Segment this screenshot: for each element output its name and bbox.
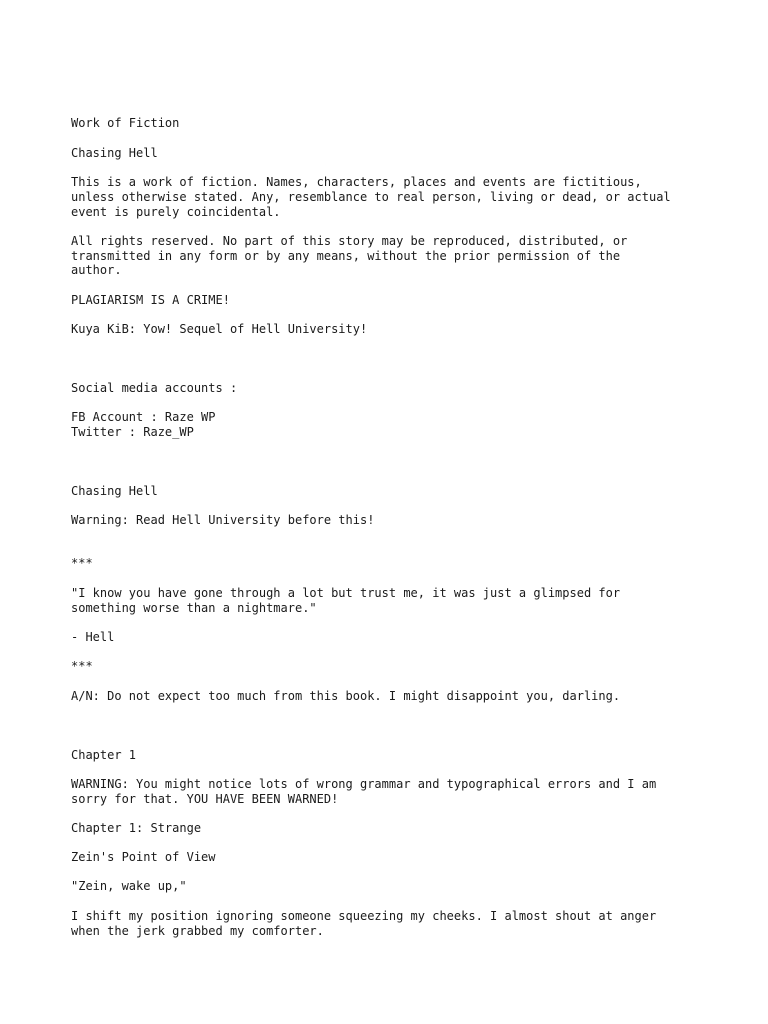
text-line: Chasing Hell	[71, 484, 158, 498]
text-line: ***	[71, 659, 93, 673]
text-line: This is a work of fiction. Names, characters, places and events are fictitious,	[71, 175, 642, 189]
text-line: PLAGIARISM IS A CRIME!	[71, 293, 230, 307]
text-line: Warning: Read Hell University before this!	[71, 513, 375, 527]
text-line: author.	[71, 263, 122, 277]
text-line: unless otherwise stated. Any, resemblance to real person, living or dead, or actual	[71, 190, 671, 204]
text-line: sorry for that. YOU HAVE BEEN WARNED!	[71, 792, 339, 806]
text-line: A/N: Do not expect too much from this book. I might disappoint you, darling.	[71, 689, 621, 703]
text-line: Chasing Hell	[71, 146, 158, 160]
text-line: All rights reserved. No part of this story may be reproduced, distributed, or	[71, 234, 628, 248]
text-line: "I know you have gone through a lot but trust me, it was just a glimpsed for	[71, 586, 621, 600]
text-line: when the jerk grabbed my comforter.	[71, 924, 324, 938]
text-line: FB Account : Raze WP	[71, 410, 216, 424]
text-line: - Hell	[71, 630, 115, 644]
text-line: Work of Fiction	[71, 116, 180, 130]
text-line: Chapter 1: Strange	[71, 821, 202, 835]
text-line: event is purely coincidental.	[71, 205, 281, 219]
text-line: Social media accounts :	[71, 381, 238, 395]
text-line: transmitted in any form or by any means, without the prior permission of the	[71, 249, 621, 263]
text-line: Zein's Point of View	[71, 850, 216, 864]
text-line: WARNING: You might notice lots of wrong grammar and typographical errors and I am	[71, 777, 657, 791]
text-line: Chapter 1	[71, 748, 137, 762]
text-line: Twitter : Raze_WP	[71, 425, 194, 439]
text-line: "Zein, wake up,"	[71, 879, 187, 893]
text-line: something worse than a nightmare."	[71, 601, 317, 615]
text-line: I shift my position ignoring someone squeezing my cheeks. I almost shout at anger	[71, 909, 657, 923]
text-line: ***	[71, 556, 93, 570]
text-line: Kuya KiB: Yow! Sequel of Hell University!	[71, 322, 368, 336]
